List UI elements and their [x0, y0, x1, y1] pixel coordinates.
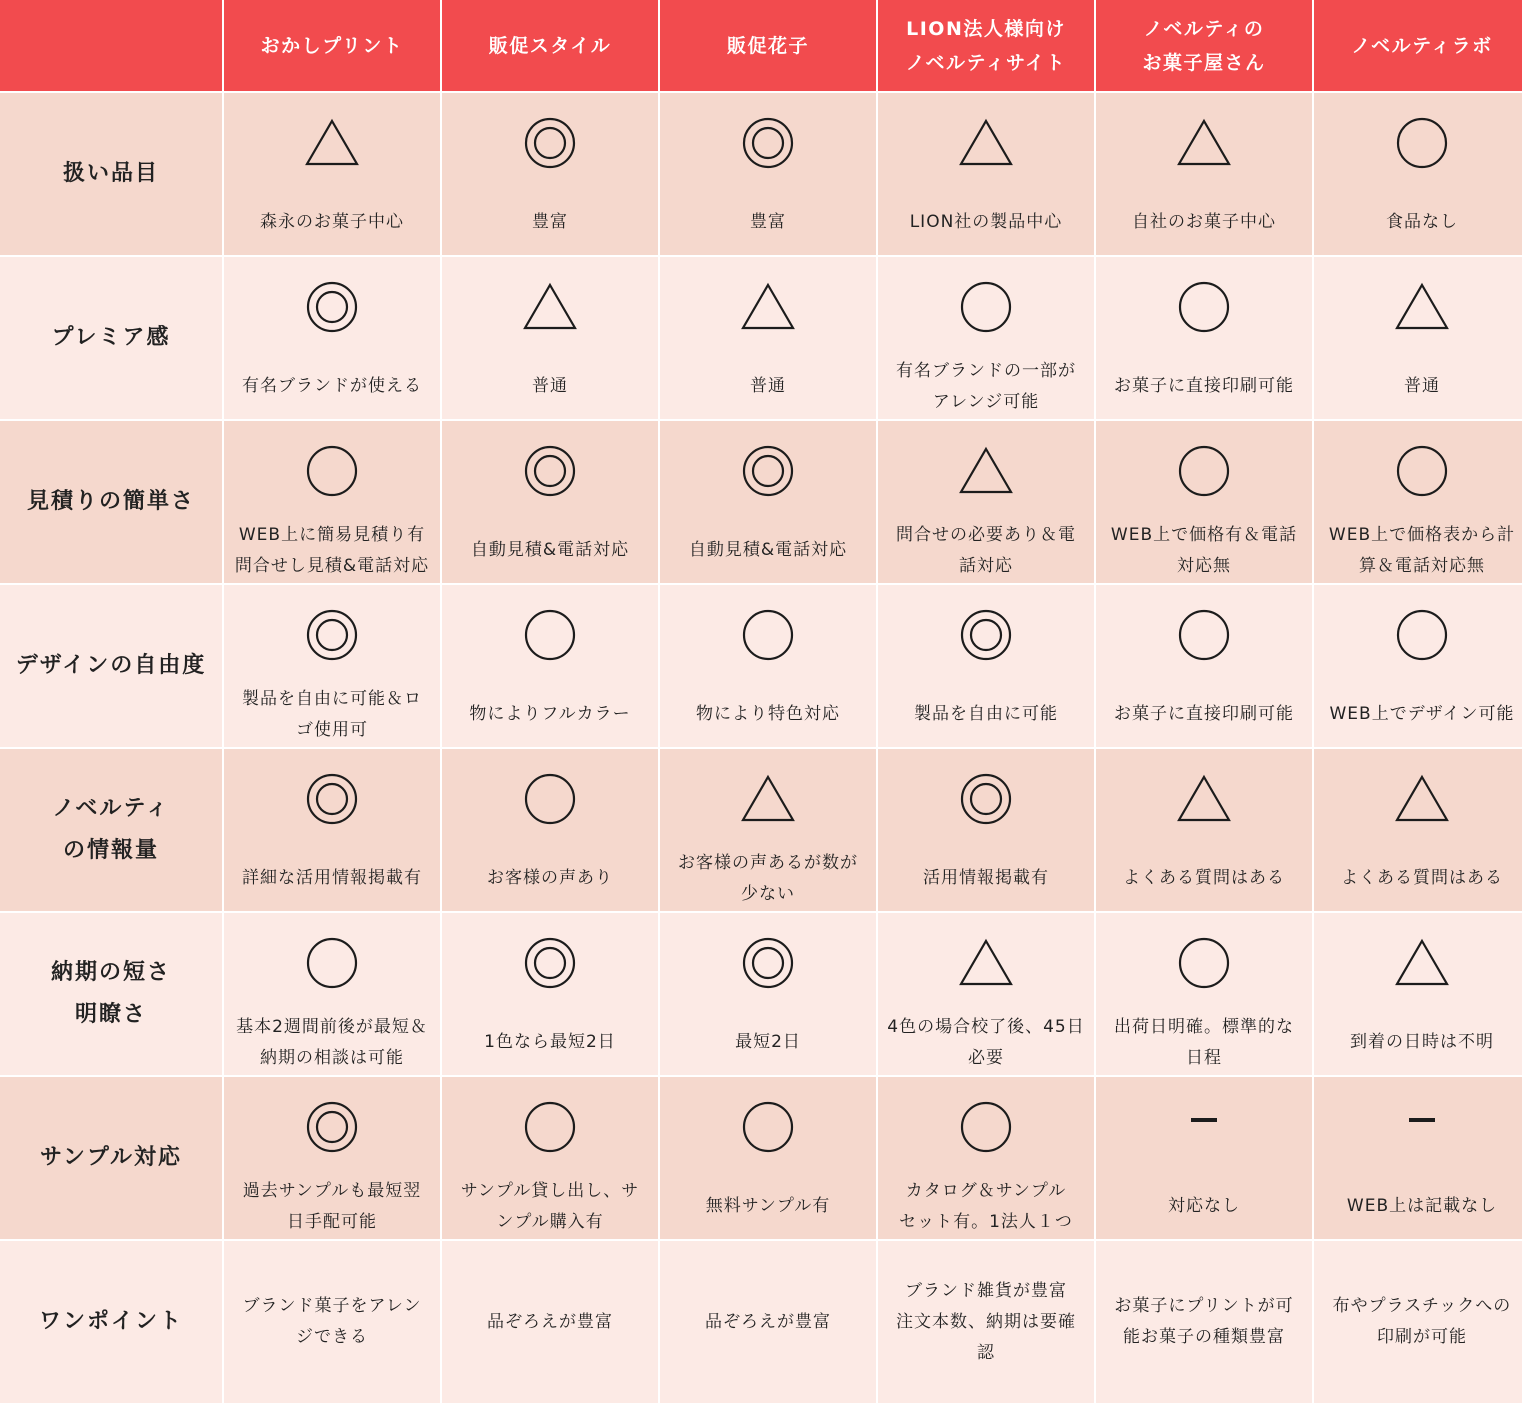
table-cell — [1314, 1241, 1522, 1403]
circle-rating-icon — [520, 605, 580, 665]
circle-rating-icon — [1174, 605, 1234, 665]
cell-note — [442, 1010, 658, 1075]
table-cell — [660, 1241, 876, 1403]
cell-note-text: 問合せの必要あり＆電 話対応 — [896, 524, 1076, 576]
cell-note-text: 製品を自由に可能＆ロ ゴ使用可 — [242, 688, 422, 740]
row-header: プレミア感 — [0, 257, 222, 419]
table-cell — [660, 585, 876, 747]
table-cell — [442, 749, 658, 911]
cell-note-text: サンプル貸し出し、サ ンプル購入有 — [460, 1180, 640, 1232]
cell-note-text: 1色なら最短2日 — [484, 1032, 616, 1052]
cell-note — [660, 682, 876, 747]
cell-note-text: お客様の声あり — [487, 868, 613, 888]
row-header: 扱い品目 — [0, 93, 222, 255]
cell-note-text: 自社のお菓子中心 — [1132, 212, 1276, 232]
table-cell — [224, 585, 440, 747]
cell-note-text: 有名ブランドの一部が アレンジ可能 — [896, 360, 1076, 412]
cell-note-text: 豊富 — [532, 212, 568, 232]
double-circle-rating-icon — [738, 113, 798, 173]
circle-rating-icon — [738, 605, 798, 665]
double-circle-rating-icon — [302, 1097, 362, 1157]
cell-note — [878, 846, 1094, 911]
cell-note-text: よくある質問はある — [1341, 868, 1503, 888]
cell-note-text: 最短2日 — [735, 1032, 801, 1052]
table-cell — [660, 749, 876, 911]
cell-note — [224, 518, 440, 583]
cell-note-text: 普通 — [750, 376, 786, 396]
table-cell — [1314, 93, 1522, 255]
cell-note — [442, 1241, 658, 1403]
header-corner — [0, 0, 222, 91]
table-cell — [1314, 749, 1522, 911]
row-header: ノベルティ の情報量 — [0, 749, 222, 911]
table-cell — [1096, 1241, 1312, 1403]
table-cell — [660, 421, 876, 583]
triangle-rating-icon — [956, 441, 1016, 501]
cell-note-text: お菓子に直接印刷可能 — [1114, 376, 1294, 396]
circle-rating-icon — [1174, 441, 1234, 501]
table-cell — [660, 913, 876, 1075]
header-company-3: 販促花子 — [660, 0, 876, 91]
cell-note-text: WEB上に簡易見積り有 問合せし見積&電話対応 — [234, 524, 430, 576]
cell-note-text: 出荷日明確。標準的な 日程 — [1114, 1016, 1294, 1068]
table-cell — [442, 421, 658, 583]
table-cell — [224, 421, 440, 583]
cell-note — [660, 1174, 876, 1239]
cell-note — [660, 518, 876, 583]
table-cell — [878, 257, 1094, 419]
double-circle-rating-icon — [956, 605, 1016, 665]
cell-note-text: 食品なし — [1386, 212, 1458, 232]
cell-note — [1314, 1010, 1522, 1075]
header-company-1: おかしプリント — [224, 0, 440, 91]
table-cell — [1096, 421, 1312, 583]
table-cell — [1314, 1077, 1522, 1239]
row-header: 納期の短さ 明瞭さ — [0, 913, 222, 1075]
cell-note — [1096, 1174, 1312, 1239]
cell-note — [1314, 1241, 1522, 1403]
triangle-rating-icon — [1174, 769, 1234, 829]
cell-note — [1096, 518, 1312, 583]
circle-rating-icon — [956, 277, 1016, 337]
cell-note-text: 製品を自由に可能 — [914, 704, 1058, 724]
table-cell — [878, 93, 1094, 255]
table-cell — [878, 1077, 1094, 1239]
dash-rating-icon — [1392, 1097, 1452, 1157]
cell-note-text: 物により特色対応 — [696, 704, 840, 724]
table-cell — [1096, 913, 1312, 1075]
cell-note — [1314, 190, 1522, 255]
cell-note-text: LION社の製品中心 — [909, 212, 1063, 232]
cell-note-text: WEB上でデザイン可能 — [1329, 704, 1515, 724]
triangle-rating-icon — [956, 113, 1016, 173]
table-cell — [442, 257, 658, 419]
cell-note — [1314, 354, 1522, 419]
table-cell — [878, 585, 1094, 747]
cell-note — [660, 190, 876, 255]
table-cell — [1096, 93, 1312, 255]
cell-note — [660, 1241, 876, 1403]
triangle-rating-icon — [520, 277, 580, 337]
table-cell — [442, 913, 658, 1075]
table-cell — [1096, 1077, 1312, 1239]
header-company-2: 販促スタイル — [442, 0, 658, 91]
cell-note — [442, 354, 658, 419]
circle-rating-icon — [738, 1097, 798, 1157]
cell-note — [224, 682, 440, 747]
cell-note — [224, 1174, 440, 1239]
table-cell — [1096, 749, 1312, 911]
cell-note — [878, 354, 1094, 419]
row-header: サンプル対応 — [0, 1077, 222, 1239]
cell-note — [878, 682, 1094, 747]
table-cell — [442, 585, 658, 747]
table-cell — [1096, 585, 1312, 747]
table-cell — [1314, 913, 1522, 1075]
cell-note — [1096, 846, 1312, 911]
cell-note — [1096, 190, 1312, 255]
circle-rating-icon — [1174, 277, 1234, 337]
double-circle-rating-icon — [520, 113, 580, 173]
table-cell — [1096, 257, 1312, 419]
header-company-6: ノベルティラボ — [1314, 0, 1522, 91]
triangle-rating-icon — [738, 769, 798, 829]
row-header: ワンポイント — [0, 1241, 222, 1403]
cell-note — [442, 682, 658, 747]
table-cell — [224, 749, 440, 911]
cell-note-text: 無料サンプル有 — [705, 1196, 831, 1216]
double-circle-rating-icon — [302, 769, 362, 829]
cell-note — [1314, 682, 1522, 747]
cell-note — [1096, 1010, 1312, 1075]
cell-note — [224, 190, 440, 255]
double-circle-rating-icon — [302, 277, 362, 337]
cell-note-text: WEB上で価格有＆電話 対応無 — [1110, 524, 1298, 576]
triangle-rating-icon — [1392, 933, 1452, 993]
table-cell — [224, 93, 440, 255]
header-company-4: LION法人様向け ノベルティサイト — [878, 0, 1094, 91]
cell-note — [878, 1241, 1094, 1403]
circle-rating-icon — [1392, 605, 1452, 665]
cell-note-text: 普通 — [532, 376, 568, 396]
row-header: デザインの自由度 — [0, 585, 222, 747]
circle-rating-icon — [520, 769, 580, 829]
header-company-5: ノベルティの お菓子屋さん — [1096, 0, 1312, 91]
cell-note — [878, 518, 1094, 583]
cell-note-text: 物によりフルカラー — [469, 704, 631, 724]
table-cell — [878, 421, 1094, 583]
cell-note — [1314, 1174, 1522, 1239]
cell-note — [224, 354, 440, 419]
table-cell — [442, 93, 658, 255]
cell-note-text: ブランド菓子をアレン ジできる — [242, 1296, 422, 1347]
cell-note-text: 基本2週間前後が最短＆ 納期の相談は可能 — [236, 1016, 428, 1068]
dash-rating-icon — [1174, 1097, 1234, 1157]
table-cell — [224, 1241, 440, 1403]
circle-rating-icon — [520, 1097, 580, 1157]
cell-note-text: 布やプラスチックへの 印刷が可能 — [1332, 1296, 1512, 1347]
circle-rating-icon — [302, 441, 362, 501]
cell-note-text: よくある質問はある — [1123, 868, 1285, 888]
double-circle-rating-icon — [738, 441, 798, 501]
table-cell — [878, 913, 1094, 1075]
cell-note — [224, 1241, 440, 1403]
double-circle-rating-icon — [520, 441, 580, 501]
table-cell — [660, 93, 876, 255]
cell-note-text: 詳細な活用情報掲載有 — [242, 868, 422, 888]
triangle-rating-icon — [1392, 769, 1452, 829]
cell-note — [660, 354, 876, 419]
table-cell — [442, 1077, 658, 1239]
table-cell — [1314, 585, 1522, 747]
table-cell — [224, 257, 440, 419]
cell-note-text: カタログ＆サンプル セット有。1法人１つ — [899, 1180, 1073, 1232]
cell-note-text: お客様の声あるが数が 少ない — [678, 852, 858, 904]
cell-note — [1096, 354, 1312, 419]
cell-note — [442, 846, 658, 911]
triangle-rating-icon — [738, 277, 798, 337]
triangle-rating-icon — [1174, 113, 1234, 173]
triangle-rating-icon — [956, 933, 1016, 993]
cell-note — [442, 1174, 658, 1239]
cell-note — [224, 846, 440, 911]
double-circle-rating-icon — [738, 933, 798, 993]
cell-note — [224, 1010, 440, 1075]
cell-note-text: 森永のお菓子中心 — [260, 212, 404, 232]
cell-note — [442, 190, 658, 255]
circle-rating-icon — [1392, 441, 1452, 501]
cell-note-text: 普通 — [1404, 376, 1440, 396]
cell-note — [1314, 846, 1522, 911]
cell-note-text: 有名ブランドが使える — [242, 376, 422, 396]
cell-note-text: WEB上は記載なし — [1346, 1196, 1498, 1216]
cell-note — [878, 1174, 1094, 1239]
row-header: 見積りの簡単さ — [0, 421, 222, 583]
cell-note-text: 対応なし — [1168, 1196, 1240, 1216]
table-cell — [1314, 257, 1522, 419]
circle-rating-icon — [302, 933, 362, 993]
cell-note-text: 自動見積&電話対応 — [470, 540, 630, 560]
cell-note-text: 品ぞろえが豊富 — [705, 1311, 831, 1332]
cell-note-text: 品ぞろえが豊富 — [487, 1311, 613, 1332]
circle-rating-icon — [1174, 933, 1234, 993]
cell-note-text: 豊富 — [750, 212, 786, 232]
cell-note — [1096, 682, 1312, 747]
cell-note-text: WEB上で価格表から計 算＆電話対応無 — [1328, 524, 1516, 576]
cell-note — [660, 846, 876, 911]
cell-note-text: 過去サンプルも最短翌 日手配可能 — [242, 1180, 422, 1232]
cell-note-text: お菓子に直接印刷可能 — [1114, 704, 1294, 724]
table-cell — [878, 1241, 1094, 1403]
cell-note-text: 自動見積&電話対応 — [688, 540, 848, 560]
double-circle-rating-icon — [956, 769, 1016, 829]
cell-note-text: 活用情報掲載有 — [923, 868, 1049, 888]
table-cell — [224, 1077, 440, 1239]
cell-note-text: 到着の日時は不明 — [1350, 1032, 1494, 1052]
circle-rating-icon — [1392, 113, 1452, 173]
double-circle-rating-icon — [302, 605, 362, 665]
circle-rating-icon — [956, 1097, 1016, 1157]
cell-note — [442, 518, 658, 583]
cell-note-text: お菓子にプリントが可 能お菓子の種類豊富 — [1114, 1296, 1294, 1347]
cell-note-text: 4色の場合校了後、45日 必要 — [887, 1016, 1085, 1068]
table-cell — [660, 1077, 876, 1239]
cell-note — [878, 1010, 1094, 1075]
double-circle-rating-icon — [520, 933, 580, 993]
table-cell — [224, 913, 440, 1075]
table-cell — [442, 1241, 658, 1403]
table-cell — [1314, 421, 1522, 583]
cell-note — [660, 1010, 876, 1075]
triangle-rating-icon — [1392, 277, 1452, 337]
table-cell — [660, 257, 876, 419]
table-cell — [878, 749, 1094, 911]
cell-note — [1314, 518, 1522, 583]
cell-note — [878, 190, 1094, 255]
cell-note — [1096, 1241, 1312, 1403]
triangle-rating-icon — [302, 113, 362, 173]
cell-note-text: ブランド雑貨が豊富 注文本数、納期は要確 認 — [896, 1280, 1076, 1363]
